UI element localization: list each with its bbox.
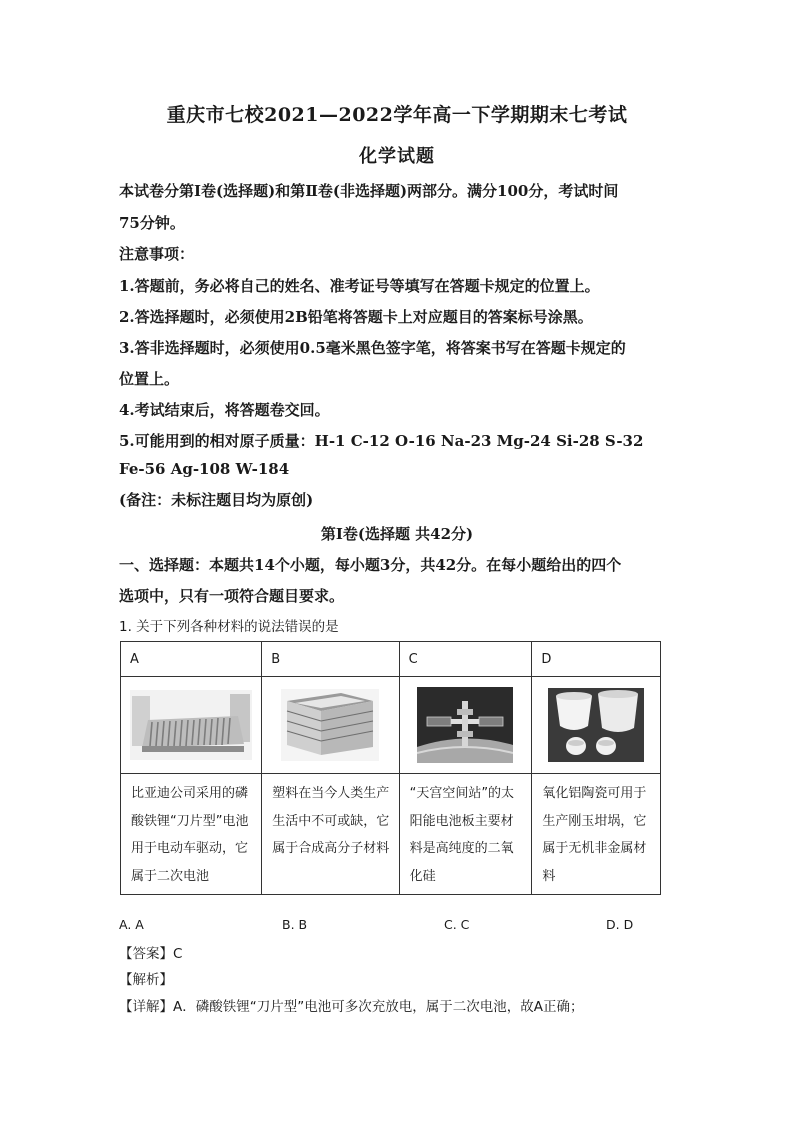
- col-header-c: C: [399, 642, 532, 677]
- option-d: D. D: [606, 917, 634, 932]
- battery-blade-icon: [130, 690, 252, 760]
- col-header-a: A: [121, 642, 262, 677]
- detail-line: 【详解】A．磷酸铁锂“刀片型”电池可多次充放电，属于二次电池，故A正确；: [119, 999, 584, 1015]
- question-1-table: [120, 641, 661, 895]
- section-instruction-2: 选项中，只有一项符合题目要求。: [119, 587, 345, 605]
- page-title: 重庆市七校2021—2022学年高一下学期期末七考试: [166, 104, 628, 126]
- description-b: 塑料在当今人类生产生活中不可或缺，它属于合成高分子材料: [262, 774, 399, 895]
- note-item-1: 1.答题前，务必将自己的姓名、准考证号等填写在答题卡规定的位置上。: [119, 277, 600, 295]
- plastic-stack-icon: [281, 689, 379, 761]
- notes-heading: 注意事项：: [119, 245, 195, 263]
- image-cell-a: [121, 677, 262, 774]
- description-d: 氧化铝陶瓷可用于生产刚玉坩埚，它属于无机非金属材料: [532, 774, 661, 895]
- col-header-b: B: [262, 642, 399, 677]
- note-remark: (备注：未标注题目均为原创): [119, 491, 314, 509]
- note-item-3b: 位置上。: [119, 370, 180, 388]
- description-c: “天宫空间站”的太阳能电池板主要材料是高纯度的二氧化硅: [399, 774, 532, 895]
- ceramic-crucible-icon: [548, 688, 644, 762]
- note-item-2: 2.答选择题时，必须使用2B铅笔将答题卡上对应题目的答案标号涂黑。: [119, 308, 593, 326]
- description-a: 比亚迪公司采用的磷酸铁锂“刀片型”电池用于电动车驱动，它属于二次电池: [121, 774, 262, 895]
- note-item-4: 4.考试结束后，将答题卷交回。: [119, 401, 330, 419]
- note-item-5b: Fe-56 Ag-108 W-184: [119, 460, 290, 478]
- option-c: C. C: [444, 917, 470, 932]
- space-station-icon: [417, 687, 513, 763]
- col-header-d: D: [532, 642, 661, 677]
- image-cell-d: [532, 677, 661, 774]
- image-cell-c: [399, 677, 532, 774]
- note-item-5a: 5.可能用到的相对原子质量：H-1 C-12 O-16 Na-23 Mg-24 Si-28 S-32: [119, 432, 644, 450]
- analysis-line: 【解析】: [119, 972, 173, 988]
- answer-line: 【答案】C: [119, 946, 183, 962]
- intro-line-1: 本试卷分第Ⅰ卷(选择题)和第Ⅱ卷(非选择题)两部分。满分100分，考试时间: [119, 182, 619, 200]
- option-b: B. B: [282, 917, 308, 932]
- section-instruction-1: 一、选择题：本题共14个小题，每小题3分，共42分。在每小题给出的四个: [119, 556, 622, 574]
- image-cell-b: [262, 677, 399, 774]
- note-item-3a: 3.答非选择题时，必须使用0.5毫米黑色签字笔，将答案书写在答题卡规定的: [119, 339, 626, 357]
- page-subtitle: 化学试题: [359, 146, 435, 167]
- section-heading: 第Ⅰ卷(选择题 共42分): [320, 525, 474, 543]
- intro-line-2: 75分钟。: [119, 214, 185, 232]
- question-1-stem: 1. 关于下列各种材料的说法错误的是: [119, 619, 339, 635]
- option-a: A. A: [119, 917, 144, 932]
